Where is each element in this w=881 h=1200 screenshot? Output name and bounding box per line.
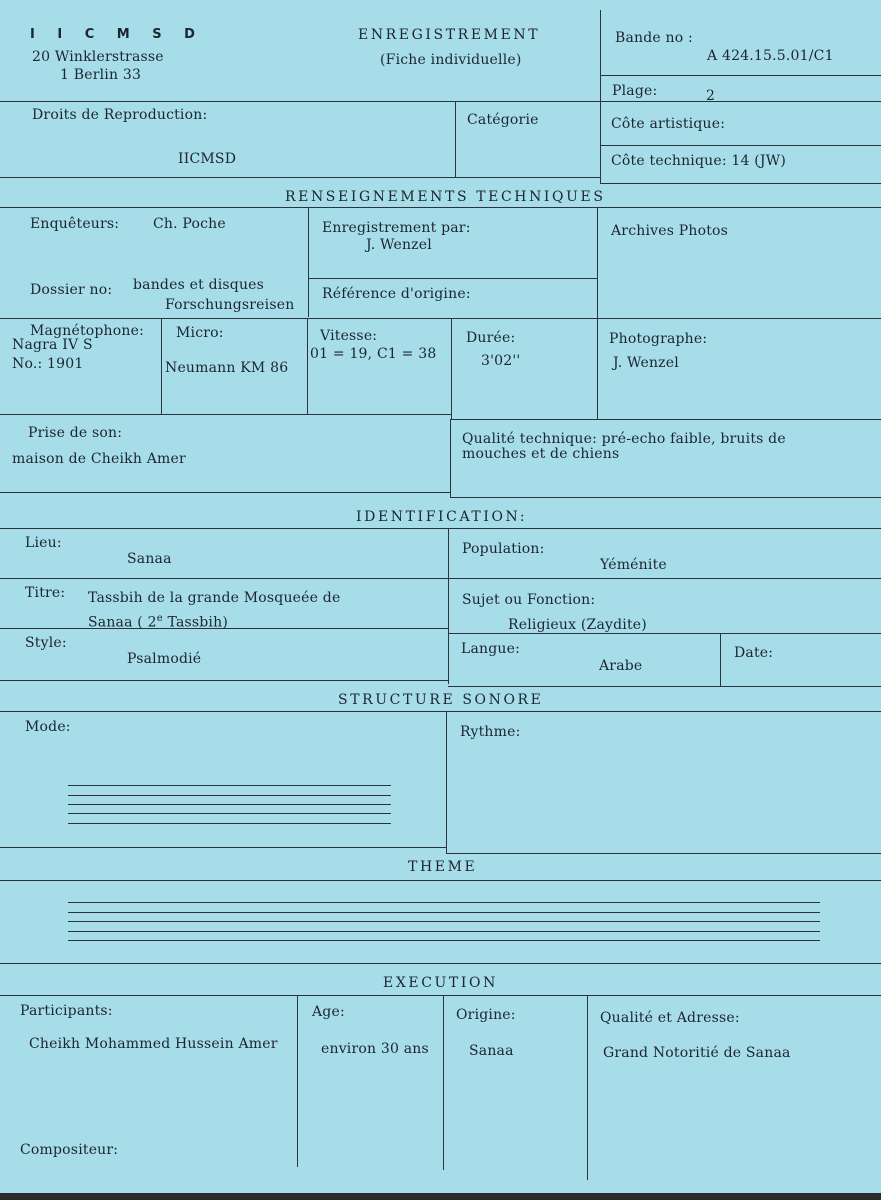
categorie-label: Catégorie xyxy=(467,112,539,128)
mode-writing-line xyxy=(68,813,391,814)
titre-line1: Tassbih de la grande Mosqueée de xyxy=(88,590,341,606)
prise-de-son-value: maison de Cheikh Amer xyxy=(12,451,186,467)
age-value: environ 30 ans xyxy=(321,1041,429,1057)
divider xyxy=(450,419,451,498)
magnetophone-label: Magnétophone: xyxy=(30,323,145,339)
magnetophone-number: No.: 1901 xyxy=(12,356,84,372)
divider xyxy=(161,318,162,414)
divider xyxy=(0,101,881,102)
divider xyxy=(600,10,601,184)
mode-writing-line xyxy=(68,823,391,824)
participants-label: Participants: xyxy=(20,1003,113,1019)
prise-de-son-label: Prise de son: xyxy=(28,425,123,441)
divider xyxy=(0,414,451,415)
divider xyxy=(0,963,881,964)
dossier-value-line2: Forschungsreisen xyxy=(165,297,295,313)
micro-label: Micro: xyxy=(176,325,224,341)
divider xyxy=(600,145,881,146)
dossier-value-line1: bandes et disques xyxy=(133,277,265,293)
org-address-line1: 20 Winklerstrasse xyxy=(32,49,164,65)
divider xyxy=(451,318,452,419)
cote-artistique-label: Côte artistique: xyxy=(611,116,726,132)
divider xyxy=(443,995,444,1170)
section-title-execution: EXECUTION xyxy=(383,975,498,991)
theme-writing-line xyxy=(68,931,820,932)
compositeur-label: Compositeur: xyxy=(20,1142,119,1158)
vitesse-label: Vitesse: xyxy=(320,328,378,344)
archives-photos-label: Archives Photos xyxy=(611,223,729,239)
divider xyxy=(308,207,309,317)
divider xyxy=(0,492,450,493)
duree-value: 3'02'' xyxy=(481,353,521,369)
theme-writing-line xyxy=(68,902,820,903)
qualite-technique-line2: mouches et de chiens xyxy=(462,446,620,462)
langue-value: Arabe xyxy=(599,658,643,674)
divider xyxy=(0,995,881,996)
divider xyxy=(597,207,598,419)
vitesse-value: 01 = 19, C1 = 38 xyxy=(310,346,437,362)
divider xyxy=(720,633,721,686)
enregistrement-par-value: J. Wenzel xyxy=(366,237,432,253)
mode-writing-line xyxy=(68,785,391,786)
reference-label: Référence d'origine: xyxy=(322,286,471,302)
micro-value: Neumann KM 86 xyxy=(165,360,289,376)
theme-writing-line xyxy=(68,912,820,913)
divider xyxy=(448,528,449,684)
enregistrement-par-label: Enregistrement par: xyxy=(322,220,471,236)
droits-label: Droits de Reproduction: xyxy=(32,107,208,123)
divider xyxy=(0,578,881,579)
divider xyxy=(0,847,446,848)
style-label: Style: xyxy=(25,635,67,651)
cote-technique-label: Côte technique: 14 (JW) xyxy=(611,153,786,169)
bande-value: A 424.15.5.01/C1 xyxy=(707,48,834,64)
divider xyxy=(587,995,588,1180)
rythme-label: Rythme: xyxy=(460,724,521,740)
theme-writing-line xyxy=(68,921,820,922)
org-address-line2: 1 Berlin 33 xyxy=(60,67,142,83)
titre-label: Titre: xyxy=(25,585,66,601)
magnetophone-model: Nagra IV S xyxy=(12,337,93,353)
plage-label: Plage: xyxy=(612,83,658,99)
divider xyxy=(307,318,308,414)
divider xyxy=(0,680,448,681)
divider xyxy=(0,318,881,319)
origine-label: Origine: xyxy=(456,1007,516,1023)
divider xyxy=(0,880,881,881)
population-label: Population: xyxy=(462,541,545,557)
photographe-value: J. Wenzel xyxy=(613,355,679,371)
form-subtitle: (Fiche individuelle) xyxy=(380,52,522,68)
titre-line2: Sanaa ( 2e Tassbih) xyxy=(88,613,228,631)
mode-writing-line xyxy=(68,804,391,805)
divider xyxy=(446,853,881,854)
mode-label: Mode: xyxy=(25,719,71,735)
section-title-theme: THEME xyxy=(408,859,478,875)
divider xyxy=(308,278,597,279)
divider xyxy=(0,177,600,178)
qualite-adresse-label: Qualité et Adresse: xyxy=(600,1010,740,1026)
divider xyxy=(451,419,881,420)
section-title-technical: RENSEIGNEMENTS TECHNIQUES xyxy=(285,189,606,205)
dossier-label: Dossier no: xyxy=(30,282,113,298)
divider xyxy=(446,711,447,853)
section-title-structure: STRUCTURE SONORE xyxy=(338,692,544,708)
divider xyxy=(0,528,881,529)
qualite-adresse-value: Grand Notoritié de Sanaa xyxy=(603,1045,791,1061)
lieu-value: Sanaa xyxy=(127,551,172,567)
qualite-technique-line1: Qualité technique: pré-echo faible, bruits de xyxy=(462,431,786,447)
lieu-label: Lieu: xyxy=(25,535,62,551)
style-value: Psalmodié xyxy=(127,651,202,667)
divider xyxy=(600,183,881,184)
langue-label: Langue: xyxy=(461,641,521,657)
divider xyxy=(297,995,298,1167)
mode-writing-line xyxy=(68,795,391,796)
origine-value: Sanaa xyxy=(469,1043,514,1059)
divider xyxy=(600,75,881,76)
section-title-identification: IDENTIFICATION: xyxy=(356,509,528,525)
theme-writing-line xyxy=(68,940,820,941)
plage-value: 2 xyxy=(706,88,716,104)
age-label: Age: xyxy=(312,1004,345,1020)
droits-value: IICMSD xyxy=(178,151,237,167)
divider xyxy=(448,686,881,687)
sujet-label: Sujet ou Fonction: xyxy=(462,592,596,608)
divider xyxy=(455,101,456,177)
enqueteurs-label: Enquêteurs: xyxy=(30,216,120,232)
sujet-value: Religieux (Zaydite) xyxy=(508,617,647,633)
divider xyxy=(0,711,881,712)
duree-label: Durée: xyxy=(466,330,516,346)
divider xyxy=(0,207,881,208)
org-name: I I C M S D xyxy=(30,27,204,42)
bande-label: Bande no : xyxy=(615,30,693,46)
photographe-label: Photographe: xyxy=(609,331,708,347)
date-label: Date: xyxy=(734,645,774,661)
enqueteurs-value: Ch. Poche xyxy=(153,216,226,232)
form-title: ENREGISTREMENT xyxy=(358,27,541,43)
participants-value: Cheikh Mohammed Hussein Amer xyxy=(29,1036,278,1052)
divider xyxy=(450,497,881,498)
population-value: Yéménite xyxy=(600,557,667,573)
